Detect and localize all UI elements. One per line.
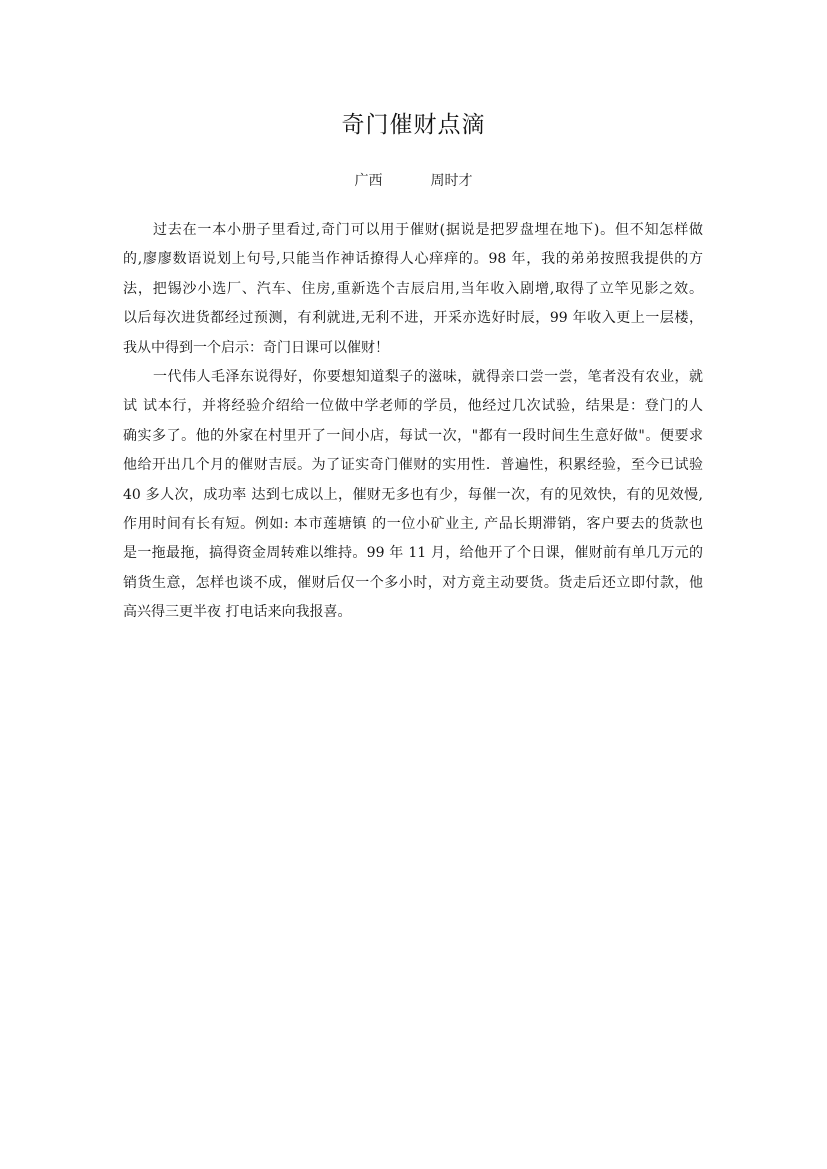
paragraph-1 xyxy=(123,216,703,363)
byline xyxy=(0,170,827,190)
paragraph-line: 他给开出几个月的催财吉辰。为了证实奇门催财的实用性．普遍性，积累经验，至今已试验 xyxy=(123,457,703,474)
paragraph-2 xyxy=(123,363,703,628)
paragraph-line: 确实多了。他的外家在村里开了一间小店，每试一次，"都有一段时间生生意好做"。便要求 xyxy=(123,427,703,444)
byline-region: 广西 xyxy=(354,173,383,189)
body-text xyxy=(123,216,703,627)
paragraph-line: 以后每次进货都经过预测，有利就进,无利不进，开采亦选好时辰，99 年收入更上一层楼， xyxy=(123,310,703,327)
paragraph-line: 过去在一本小册子里看过,奇门可以用于催财(据说是把罗盘埋在地下)。但不知怎样做 xyxy=(153,222,703,238)
paragraph-line: 是一拖最拖，搞得资金周转难以维持。99 年 11 月，给他开了个日课，催财前有单几万元的 xyxy=(123,545,703,562)
paragraph-line: 高兴得三更半夜 打电话来向我报喜。 xyxy=(123,604,352,621)
document-title: 奇门催财点滴 xyxy=(341,112,486,138)
paragraph-line: 的,廖廖数语说划上句号,只能当作神话撩得人心痒痒的。98 年，我的弟弟按照我提供的方 xyxy=(123,251,703,268)
paragraph-line: 一代伟人毛泽东说得好，你要想知道梨子的滋味，就得亲口尝一尝，笔者没有农业，就 xyxy=(153,368,703,385)
paragraph-line: 试 试本行，并将经验介绍给一位做中学老师的学员，他经过几次试验，结果是：登门的人 xyxy=(123,398,703,415)
paragraph-line: 作用时间有长有短。例如: 本市莲塘镇 的一位小矿业主, 产品长期滞销，客户要去的货款也 xyxy=(123,515,703,532)
byline-author: 周时才 xyxy=(430,173,473,189)
paragraph-line: 40 多人次，成功率 达到七成以上，催财无多也有少，每催一次，有的见效快，有的见效慢, xyxy=(123,486,703,503)
paragraph-line: 法，把锡沙小选厂、汽车、住房,重新选个吉辰启用,当年收入剧增,取得了立竿见影之效。 xyxy=(123,280,703,297)
paragraph-line: 我从中得到一个启示：奇门日课可以催财！ xyxy=(123,339,389,356)
paragraph-line: 销货生意，怎样也谈不成，催财后仅一个多小时，对方竟主动要货。货走后还立即付款，他 xyxy=(123,574,703,591)
